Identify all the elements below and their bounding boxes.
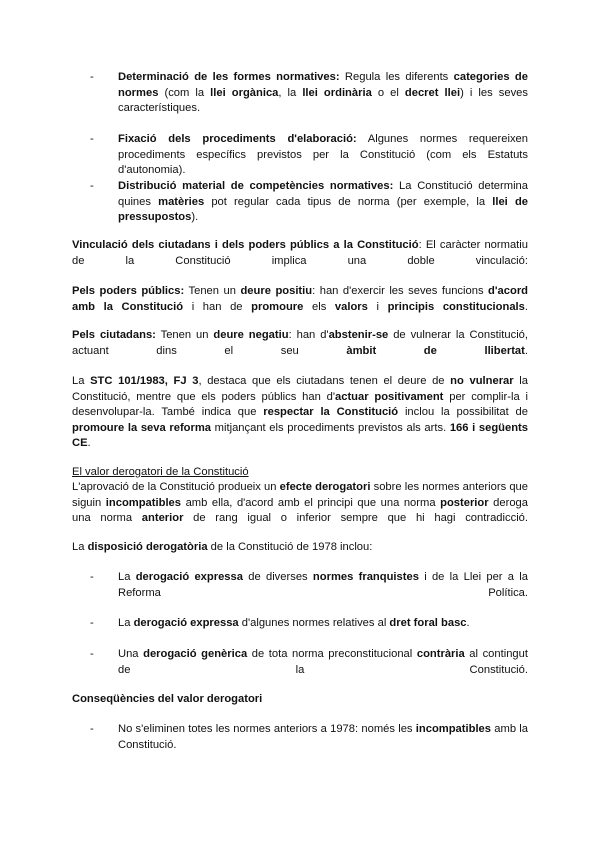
text-run: i de la Llei per a la Reforma Política. bbox=[118, 571, 528, 599]
bold-text: valors bbox=[334, 300, 368, 313]
bold-text: posterior bbox=[440, 496, 489, 509]
text-run: : han d'exercir les seves funcions bbox=[312, 285, 489, 297]
bold-text: incompatibles bbox=[415, 723, 492, 735]
consequencies-heading: Conseqüències del valor derogatori bbox=[72, 693, 263, 705]
bold-text: derogació expressa bbox=[135, 571, 243, 583]
bold-text: Fixació dels procediments d'elaboració: bbox=[118, 133, 357, 145]
bold-text: àmbit de llibertat bbox=[346, 344, 525, 357]
text-run: , la bbox=[278, 86, 303, 99]
text-run: amb la Constitució. bbox=[118, 723, 529, 751]
valor-derogatori-paragraph bbox=[72, 480, 528, 542]
text-run: ). bbox=[191, 211, 199, 224]
bullet-item-franquistes bbox=[72, 570, 528, 617]
text-run: els bbox=[303, 300, 335, 313]
text-run: . bbox=[466, 617, 470, 629]
text-run: al contingut de la Constitució. bbox=[118, 648, 528, 676]
disposicio-paragraph bbox=[72, 540, 528, 556]
valor-derogatori-heading: El valor derogatori de la Constitució bbox=[72, 466, 249, 478]
bold-text: d'acord amb la Constitució bbox=[72, 285, 529, 313]
bullet-text bbox=[118, 616, 528, 632]
bullet-item-generica bbox=[72, 647, 528, 694]
bold-text: actuar positivament bbox=[335, 390, 444, 403]
bold-text: llei ordinària bbox=[302, 86, 372, 99]
text-run: La bbox=[118, 571, 136, 583]
bullet-text bbox=[118, 179, 528, 241]
ciutadans-paragraph bbox=[72, 328, 528, 375]
vinculacio-paragraph bbox=[72, 238, 528, 285]
bold-text: efecte derogatori bbox=[279, 481, 371, 493]
bullet-dash: - bbox=[90, 133, 94, 145]
text-run: deroga una norma bbox=[72, 496, 528, 525]
bullet-dash: - bbox=[90, 71, 94, 83]
bullet-item-incompatibles bbox=[72, 722, 528, 769]
text-run: de tota norma preconstitucional bbox=[247, 648, 417, 660]
bold-text: promoure la seva reforma bbox=[72, 421, 212, 434]
text-run: La bbox=[72, 375, 91, 387]
text-run: de rang igual o inferior sempre que hi hagi contradicció. bbox=[183, 512, 529, 525]
bold-text: categories de normes bbox=[118, 71, 528, 99]
bold-text: matèries bbox=[158, 195, 205, 208]
text-run: ) i les seves característiques. bbox=[118, 86, 528, 115]
bold-text: deure positiu bbox=[240, 285, 313, 297]
poders-publics-paragraph bbox=[72, 284, 528, 331]
text-run: Tenen un bbox=[155, 329, 214, 341]
text-run: , destaca que els ciutadans tenen el deure de bbox=[198, 375, 451, 387]
text-run: de diverses bbox=[242, 571, 313, 583]
text-run: amb ella, d'acord amb el principi que una norma bbox=[181, 496, 441, 509]
text-run: . bbox=[524, 300, 528, 313]
text-run: Regula les diferents bbox=[339, 71, 454, 83]
bullet-item-dret-foral bbox=[72, 616, 528, 632]
text-run: Algunes normes requereixen procediments específics previstos per la Constitució (com els Estatuts d'autonomia). bbox=[118, 133, 528, 177]
text-run: inclou la possibilitat de bbox=[398, 406, 528, 419]
text-run: No s'eliminen totes les normes anteriors a 1978: només les bbox=[118, 723, 416, 735]
bold-text: decret llei bbox=[404, 86, 461, 99]
text-run: L'aprovació de la Constitució produeix un bbox=[72, 481, 280, 493]
bold-text: Distribució material de competències normatives: bbox=[118, 180, 394, 192]
bold-text: disposició derogatòria bbox=[87, 541, 208, 553]
bold-text: Pels poders públics: bbox=[72, 285, 185, 297]
text-run: de la Constitució de 1978 inclou: bbox=[207, 541, 373, 553]
bold-text: normes franquistes bbox=[312, 571, 419, 583]
bullet-text bbox=[118, 647, 528, 694]
bold-text: STC 101/1983, FJ 3 bbox=[90, 375, 199, 387]
text-run: d'algunes normes relatives al bbox=[238, 617, 390, 629]
bullet-dash: - bbox=[90, 571, 94, 583]
bold-text: llei orgànica bbox=[210, 86, 279, 99]
text-run: de vulnerar la Constitució, actuant dins el seu bbox=[72, 329, 529, 357]
bold-text: incompatibles bbox=[105, 496, 182, 509]
text-run: pot regular cada tipus de norma (per exemple, la bbox=[204, 195, 493, 208]
bold-text: 166 i següents CE bbox=[72, 421, 529, 450]
bullet-item-competencies bbox=[72, 179, 528, 241]
text-run: i bbox=[367, 300, 388, 313]
bullet-text bbox=[118, 722, 528, 769]
bold-text: anterior bbox=[141, 512, 184, 525]
bullet-dash: - bbox=[90, 180, 94, 192]
text-run: (com la bbox=[158, 86, 211, 99]
bold-text: deure negatiu bbox=[213, 329, 289, 341]
bold-text: principis constitucionals bbox=[387, 300, 525, 313]
text-run: : El caràcter normatiu de la Constitució implica una doble vinculació: bbox=[72, 239, 528, 267]
bold-text: no vulnerar bbox=[450, 375, 514, 387]
text-run: o el bbox=[371, 86, 405, 99]
text-run: mitjançant els procediments previstos als arts. bbox=[211, 421, 450, 434]
bullet-text bbox=[118, 70, 528, 132]
text-run: : han d' bbox=[288, 329, 329, 341]
bullet-text bbox=[118, 570, 528, 617]
bold-text: promoure bbox=[251, 300, 304, 313]
text-run: Una bbox=[118, 648, 144, 660]
stc-paragraph bbox=[72, 374, 528, 468]
text-run: per complir-la i desenvolupar-la. També indica que bbox=[72, 390, 528, 419]
bold-text: respectar la Constitució bbox=[263, 406, 399, 419]
text-run: la Constitució, mentre que els poders públics han d' bbox=[72, 375, 528, 403]
text-run: i han de bbox=[183, 300, 252, 313]
text-run: . bbox=[87, 437, 91, 450]
text-run: La bbox=[118, 617, 134, 629]
bold-text: abstenir-se bbox=[328, 329, 389, 341]
text-run: sobre les normes anteriors que siguin bbox=[72, 481, 528, 509]
bold-text: llei de pressupostos bbox=[118, 195, 528, 224]
text-run: La Constitució determina quines bbox=[118, 180, 529, 208]
bold-text: contrària bbox=[416, 648, 465, 660]
bold-text: derogació genèrica bbox=[143, 648, 248, 660]
bold-text: Pels ciutadans: bbox=[72, 329, 156, 341]
bold-text: derogació expressa bbox=[133, 617, 239, 629]
bold-text: Determinació de les formes normatives: bbox=[118, 71, 340, 83]
bullet-dash: - bbox=[90, 617, 94, 629]
text-run: Tenen un bbox=[184, 285, 241, 297]
bullet-item-formes bbox=[72, 70, 528, 132]
bold-text: dret foral basc bbox=[389, 617, 467, 629]
text-run: La bbox=[72, 541, 88, 553]
bold-text: Vinculació dels ciutadans i dels poders públics a la Constitució bbox=[72, 239, 419, 251]
text-run: . bbox=[524, 344, 528, 357]
bullet-dash: - bbox=[90, 648, 94, 660]
bullet-dash: - bbox=[90, 723, 94, 735]
